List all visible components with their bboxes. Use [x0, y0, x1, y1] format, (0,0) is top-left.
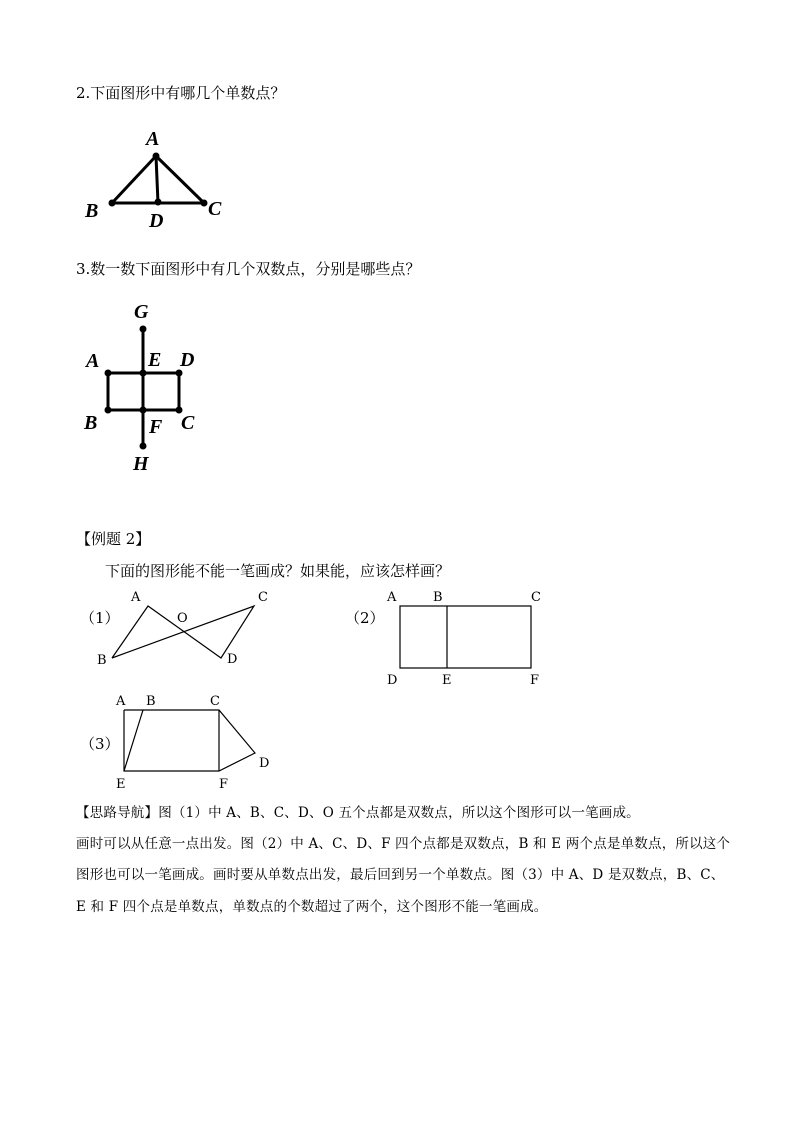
- fig2-label-F: F: [530, 673, 540, 688]
- fig1-label-B: B: [97, 653, 107, 668]
- point-label-B: B: [84, 412, 98, 434]
- fig3-label-A: A: [116, 694, 126, 709]
- fig3-label-E: E: [116, 777, 126, 792]
- fig3-label-F: F: [219, 777, 229, 792]
- fig2-label-A: A: [387, 590, 397, 605]
- fig2-label-B: B: [433, 590, 443, 605]
- fig1-label-O: O: [177, 611, 188, 626]
- fig1-label-D: D: [227, 652, 238, 667]
- fig2-label-E: E: [442, 673, 452, 688]
- figure-2-number: （2）: [345, 609, 385, 627]
- figure-1-number: （1）: [80, 609, 120, 627]
- point-label-A: A: [86, 350, 100, 372]
- analysis-heading: 【思路导航】: [76, 805, 159, 821]
- figure-2-rectangle: [380, 585, 550, 690]
- example-title: 【例题 2】: [76, 530, 151, 548]
- analysis-line-1: [76, 801, 640, 821]
- figure-3-pentagon: [105, 690, 275, 795]
- fig3-label-C: C: [210, 694, 220, 709]
- analysis-line-3: 图形也可以一笔画成。画时要从单数点出发，最后回到另一个单数点。图（3）中 A、D 是双数点，B、C、: [76, 867, 725, 883]
- analysis-line-4: E 和 F 四个点是单数点，单数点的个数超过了两个，这个图形不能一笔画成。: [76, 899, 548, 915]
- analysis-line-2: 画时可以从任意一点出发。图（2）中 A、C、D、F 四个点都是双数点，B 和 E 两个点是单数点，所以这个: [76, 836, 731, 852]
- triangle-figure: [80, 120, 240, 235]
- point-label-A: A: [146, 128, 160, 150]
- fig1-label-C: C: [258, 590, 268, 605]
- figure-1-bowtie: [90, 585, 280, 670]
- point-label-C: C: [208, 198, 222, 220]
- point-label-B: B: [85, 200, 99, 222]
- example-question: 下面的图形能不能一笔画成？如果能，应该怎样画？: [105, 562, 451, 580]
- fig3-label-D: D: [259, 756, 270, 771]
- point-label-C: C: [181, 412, 195, 434]
- question-2-text: 2.下面图形中有哪几个单数点？: [76, 84, 286, 102]
- point-label-H: H: [133, 453, 149, 475]
- fig2-label-C: C: [531, 590, 541, 605]
- fig1-label-A: A: [131, 590, 141, 605]
- fig3-label-B: B: [146, 694, 156, 709]
- fig2-label-D: D: [387, 673, 398, 688]
- question-3-text: 3.数一数下面图形中有几个双数点，分别是哪些点？: [76, 260, 421, 278]
- analysis-text-1: 图（1）中 A、B、C、D、O 五个点都是双数点，所以这个图形可以一笔画成。: [158, 805, 640, 821]
- point-label-F: F: [149, 416, 163, 438]
- point-label-G: G: [134, 301, 149, 323]
- point-label-E: E: [148, 349, 162, 371]
- point-label-D: D: [149, 210, 164, 232]
- point-label-D: D: [180, 349, 195, 371]
- cross-rectangle-figure: [80, 295, 210, 480]
- figure-3-number: （3）: [80, 735, 120, 753]
